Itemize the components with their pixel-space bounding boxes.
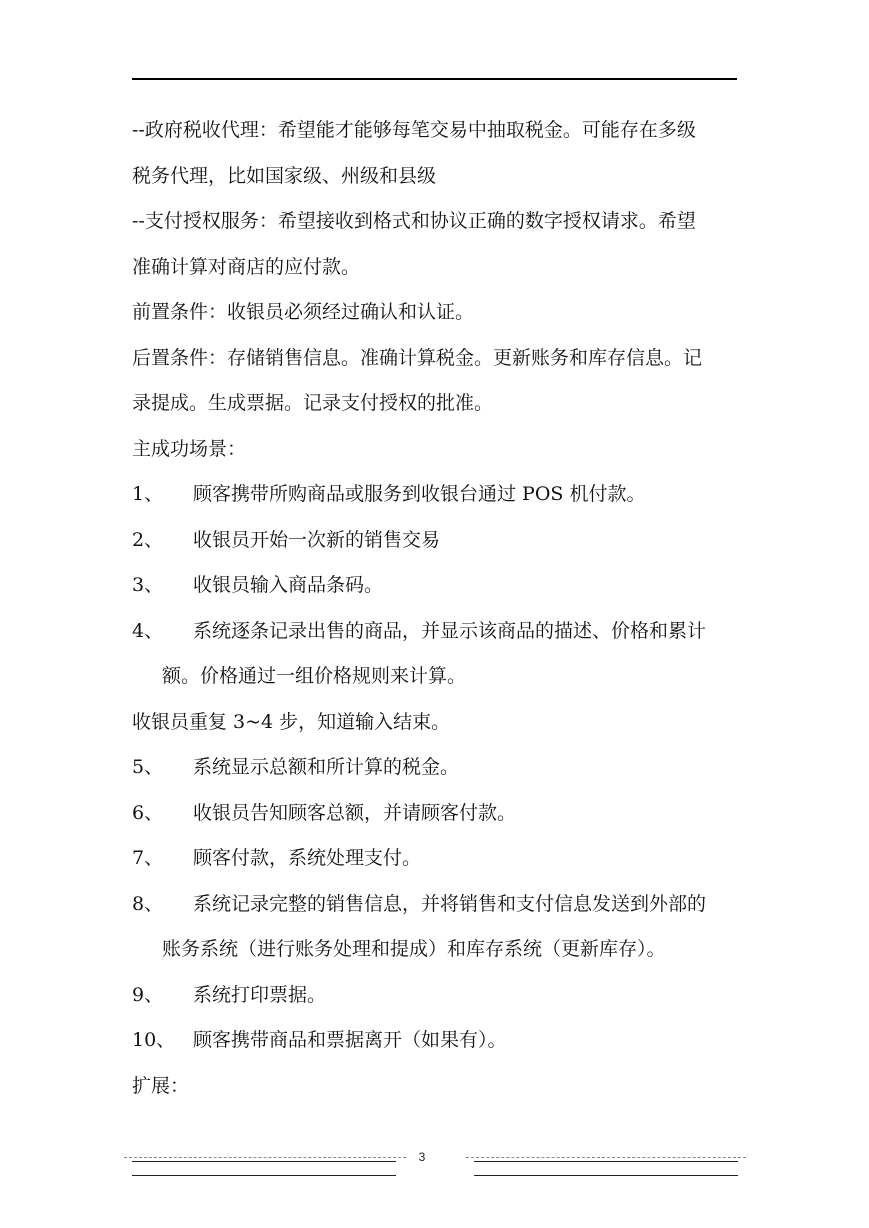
step-text: 系统打印票据。 [193, 983, 327, 1006]
main-scenario-heading: 主成功场景： [132, 437, 247, 460]
step-text: 顾客携带所购商品或服务到收银台通过 POS 机付款。 [193, 483, 646, 505]
step-number: 4、 [132, 619, 164, 642]
step-1 [132, 472, 737, 518]
step-4 [132, 609, 737, 655]
step-text: 系统显示总额和所计算的税金。 [193, 756, 460, 778]
extensions-heading: 扩展： [132, 1074, 190, 1097]
step-10 [132, 1018, 737, 1064]
step-text: 收银员告知顾客总额，并请顾客付款。 [193, 801, 517, 824]
document-body [132, 108, 737, 1109]
step-text: 顾客携带商品和票据离开（如果有）。 [193, 1029, 507, 1051]
step-2 [132, 518, 737, 564]
step-text: 顾客付款，系统处理支付。 [193, 847, 422, 869]
step-9 [132, 973, 737, 1019]
footer-rule-left-bottom [132, 1175, 396, 1176]
step-number: 2、 [132, 528, 164, 551]
step-4-continuation: 额。价格通过一组价格规则来计算。 [162, 665, 467, 687]
step-text: 收银员输入商品条码。 [193, 574, 384, 596]
step-number: 3、 [132, 574, 164, 596]
step-7 [132, 836, 737, 882]
step-text: 系统记录完整的销售信息，并将销售和支付信息发送到外部的 [193, 892, 707, 915]
payment-auth-line-2: 准确计算对商店的应付款。 [132, 255, 361, 278]
footer-rule-right-bottom [474, 1175, 738, 1176]
step-number: 8、 [132, 892, 164, 915]
step-text: 系统逐条记录出售的商品，并显示该商品的描述、价格和累计 [193, 619, 707, 642]
step-number: 9、 [132, 983, 164, 1006]
step-8 [132, 882, 737, 928]
step-number: 7、 [132, 847, 164, 869]
footer-rule-left-top [132, 1161, 396, 1162]
footer-dash-left [124, 1157, 406, 1158]
repeat-note: 收银员重复 3~4 步，知道输入结束。 [132, 710, 451, 733]
step-5 [132, 745, 737, 791]
page-number: 3 [418, 1150, 426, 1164]
step-8-continuation: 账务系统（进行账务处理和提成）和库存系统（更新库存）。 [162, 938, 666, 960]
step-3 [132, 563, 737, 609]
postconditions-line-2: 录提成。生成票据。记录支付授权的批准。 [132, 392, 494, 414]
footer-rule-right-top [474, 1161, 738, 1162]
step-number: 10、 [132, 1029, 176, 1051]
step-number: 5、 [132, 756, 164, 778]
header-rule [132, 78, 737, 80]
tax-agency-line-2: 税务代理，比如国家级、州级和县级 [132, 164, 437, 187]
payment-auth-line-1: --支付授权服务：希望接收到格式和协议正确的数字授权请求。希望 [132, 210, 696, 232]
step-text: 收银员开始一次新的销售交易 [193, 528, 441, 551]
preconditions: 前置条件：收银员必须经过确认和认证。 [132, 301, 475, 323]
step-number: 1、 [132, 483, 164, 505]
step-6 [132, 791, 737, 837]
postconditions-line-1: 后置条件：存储销售信息。准确计算税金。更新账务和库存信息。记 [132, 346, 703, 369]
step-number: 6、 [132, 801, 164, 824]
page-footer [0, 1150, 869, 1190]
tax-agency-line-1: --政府税收代理：希望能才能够每笔交易中抽取税金。可能存在多级 [132, 119, 696, 141]
footer-dash-right [466, 1157, 746, 1158]
